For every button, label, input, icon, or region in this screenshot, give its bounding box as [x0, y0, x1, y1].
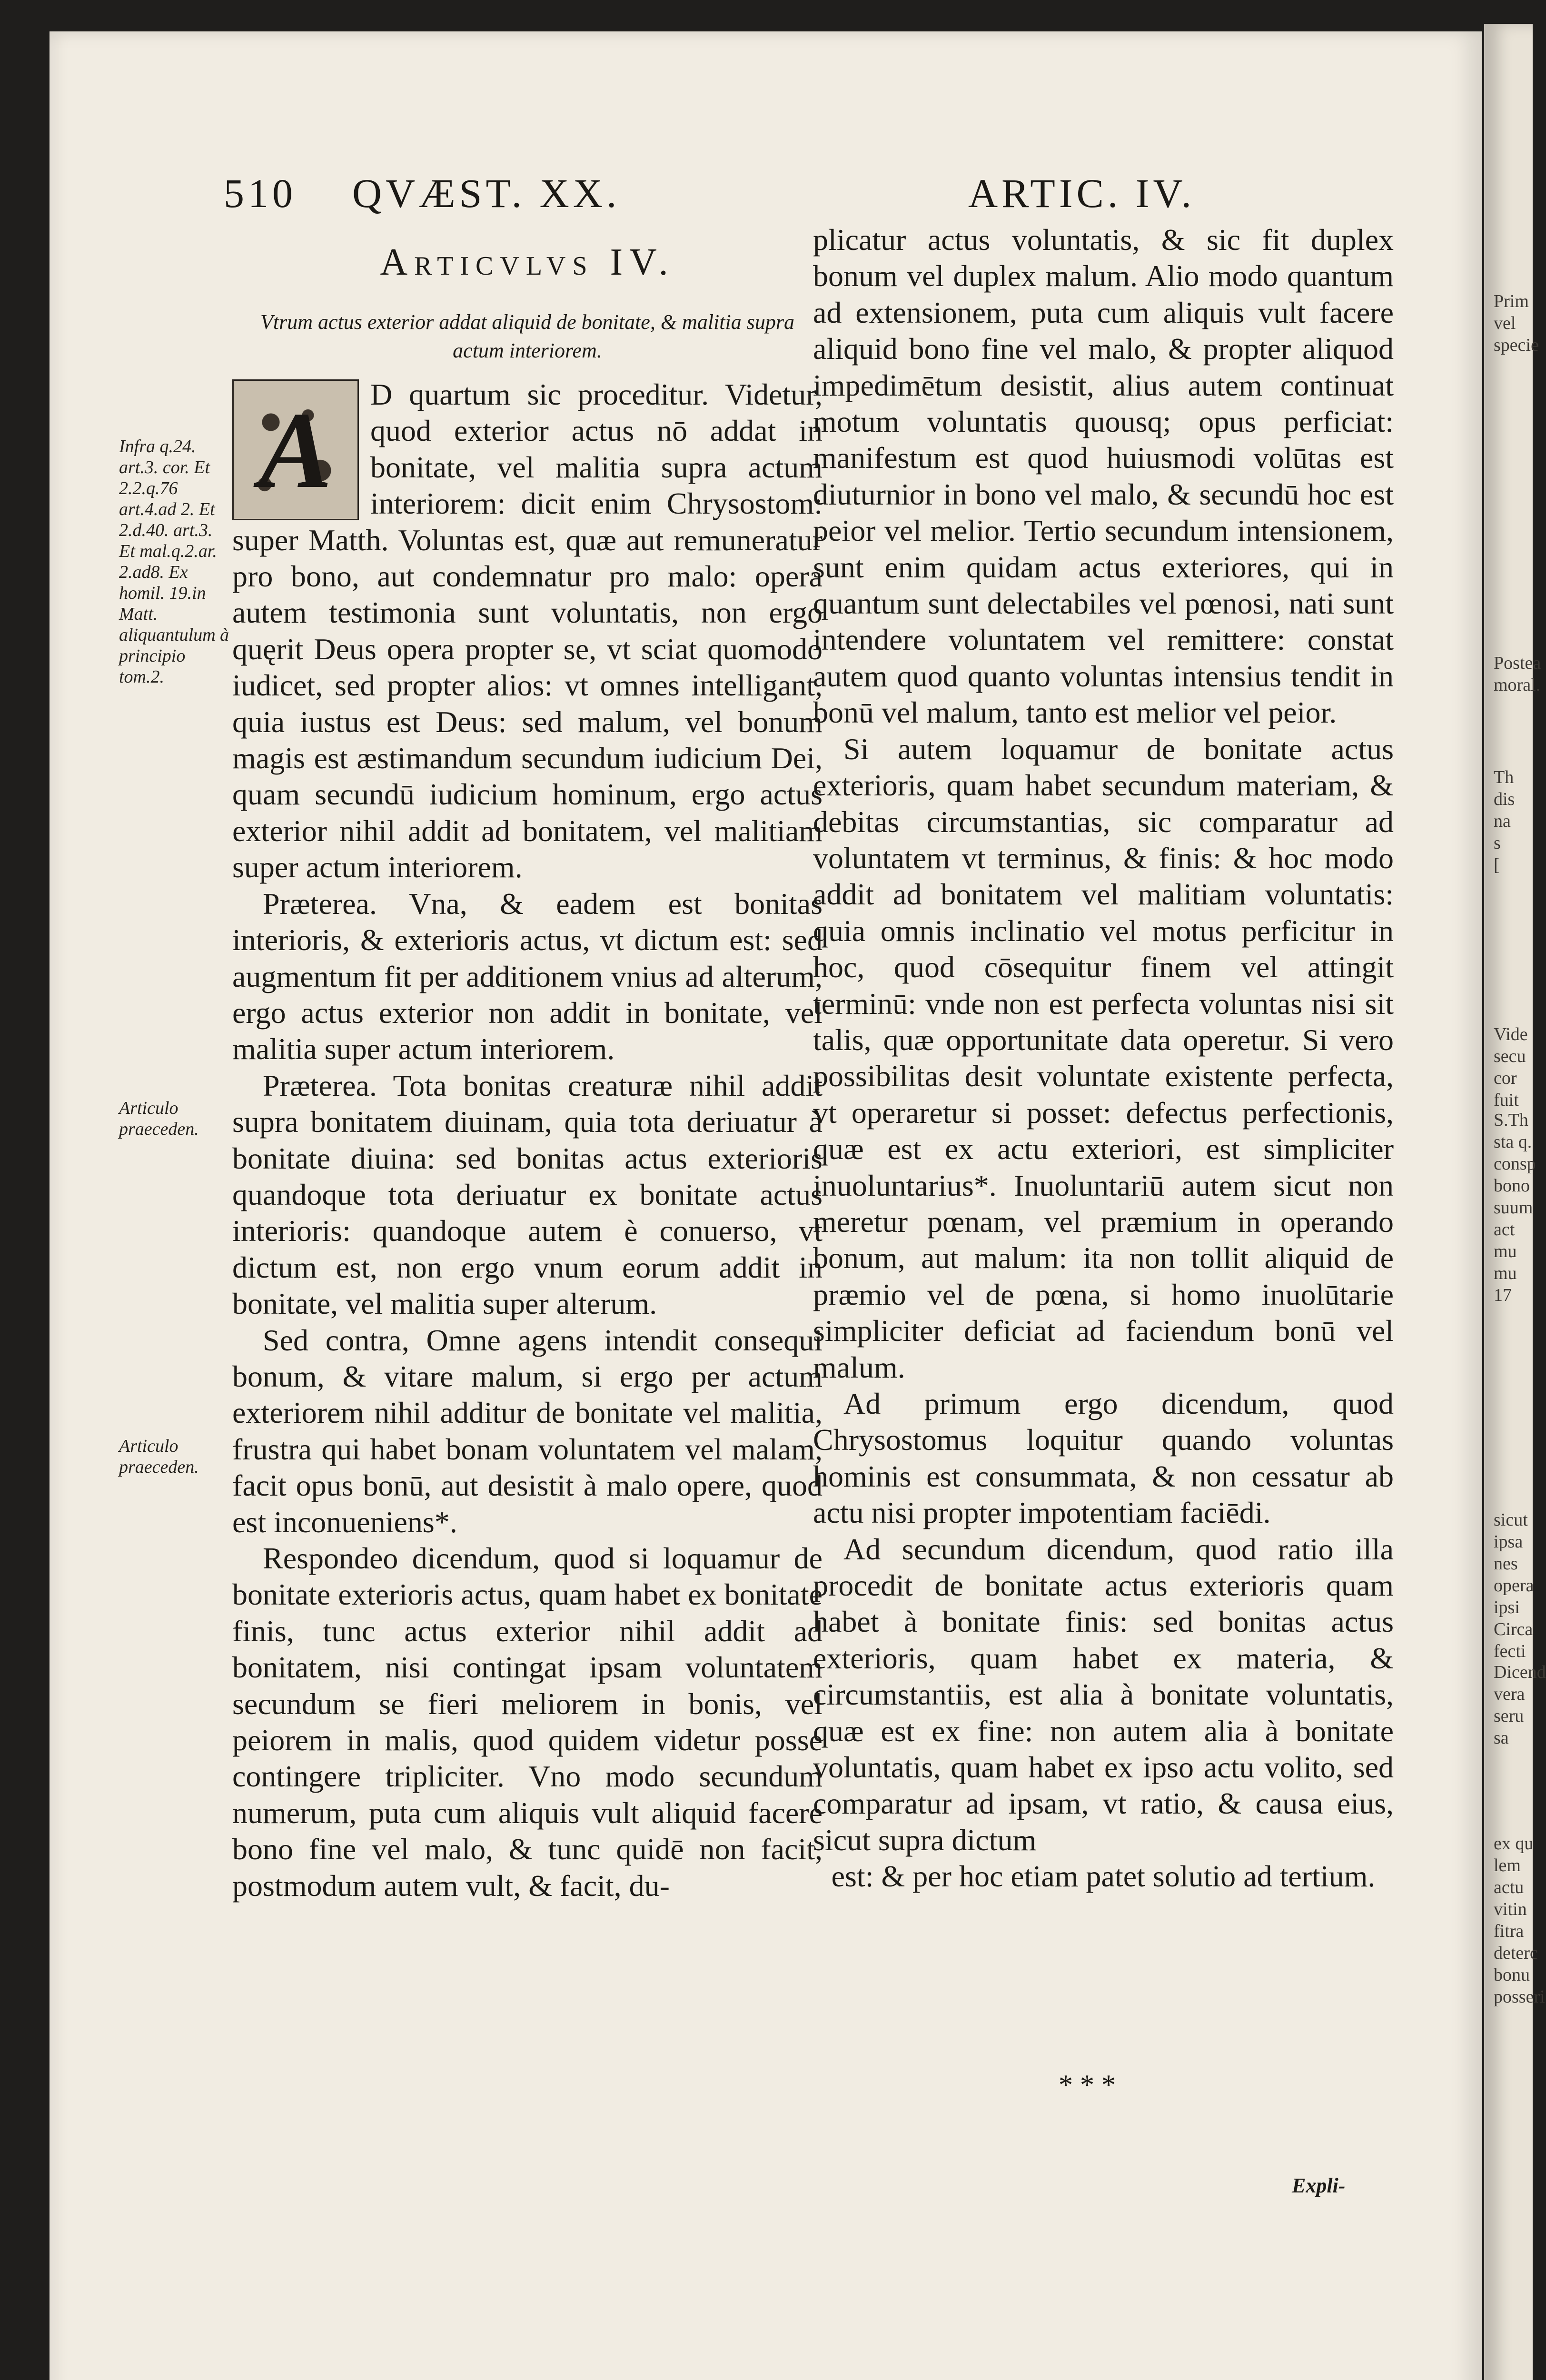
- facing-page-fragment: ex qu lem actu vitin fitra deterc bonu posseri: [1494, 1834, 1545, 2007]
- paragraph: Ad secundum dicendum, quod ratio illa procedit de bonitate actus exterioris quam habet à bonitate finis: sed bonitas actus exterioris, quam habet ex materia, & circumstantiis, est alia à bonitate voluntatis, quæ est ex fine: non autem alia à bonitate voluntatis, quam habet ex ipso actu volito, sed comparatur ad ipsam, vt ratio, & causa eius, sicut supra dictum: [813, 1532, 1394, 1857]
- paragraph: Respondeo dicendum, quod si loquamur de bonitate exterioris actus, quam habet ex bonitate finis, tunc actus exterior nihil addit ad bonitatem, nisi contingat ipsam voluntatem secundum se fieri meliorem in bonis, vel peiorem in malis, quod quidem videtur posse contingere tripliciter. Vno modo secundum numerum, puta cum aliquis vult aliquid facere bono fine vel malo, & tunc quidē non facit, postmodum autem vult, & facit, du-: [232, 1541, 823, 1903]
- ornament-asterisks: * * *: [1059, 2069, 1116, 2101]
- article-subtitle: Vtrum actus exterior addat aliquid de bonitate, & malitia supra actum interiorem.: [260, 310, 794, 362]
- facing-page-fragment: Dicend vera seru sa: [1494, 1662, 1546, 1748]
- decorated-initial: A: [232, 379, 359, 520]
- paragraph: Præterea. Tota bonitas creaturæ nihil addit supra bonitatem diuinam, quia tota deriuatur à bonitate diuina: sed bonitas actus exterioris quandoque tota deriuatur ex bonitate actus interioris: quandoque autem è conuerso, vt dictum est, non ergo vnum eorum addit in bonitate, vel malitia super alterum.: [232, 1068, 823, 1321]
- paragraph: Ad primum ergo dicendum, quod Chrysostomus loquitur quando voluntas hominis est consummata, & non cessatur ab actu nisi propter impotentiam faciēdi.: [813, 1387, 1394, 1530]
- facing-page-fragment: S.Th sta q. consp bono suum act mu mu 17: [1494, 1110, 1536, 1305]
- paragraph: Sed contra, Omne agens intendit consequi bonum, & vitare malum, si ergo per actum exteriorem nihil additur de bonitate vel malitia, frustra qui habet bonam voluntatem vel malam, facit opus bonū, aut desistit à malo opere, quod est inconueniens*.: [232, 1323, 823, 1539]
- header-left: QVÆST. XX.: [352, 170, 621, 216]
- paragraph: Præterea. Vna, & eadem est bonitas interioris, & exterioris actus, vt dictum est: sed augmentum fit per additionem vnius ad alterum, ergo actus exterior non addit in bonitate, vel malitia super actum interiorem.: [232, 886, 823, 1066]
- facing-page-edge: [1484, 24, 1546, 2380]
- left-column: [232, 241, 823, 1904]
- closing-paragraph: est: & per hoc etiam patet solutio ad tertium.: [831, 1859, 1376, 1894]
- facing-page-fragment: sicut ipsa nes opera ipsi Circa fecti: [1494, 1510, 1534, 1661]
- margin-note-article: Articulo praeceden.: [119, 1098, 199, 1139]
- right-column: [813, 222, 1394, 1895]
- facing-page-fragment: Vide secu cor fuit: [1494, 1024, 1528, 1110]
- paragraph: D quartum sic proceditur. Videtur, quod exterior actus nō addat in bonitate, vel malitia supra actum interiorem: dicit enim Chrysostom: super Matth. Voluntas est, quæ aut remuneratur pro bono, aut condemnatur pro malo: opera autem testimonia sunt voluntatis, non ergo quęrit Deus opera propter se, vt sciat quomodo iudicet, sed propter alios: vt omnes intelligant, quia iustus est Deus: sed malum, vel bonum magis est æstimandum secundum iudicium Dei, quam secundū iudicium hominum, ergo actus exterior nihil addit ad bonitatem, vel malitiam super actum interiorem.: [232, 377, 823, 884]
- facing-page-fragment: Postea moral.: [1494, 653, 1541, 695]
- catchword: Expli-: [1292, 2174, 1346, 2197]
- margin-note-references: Infra q.24. art.3. cor. Et 2.2.q.76 art.4.ad 2. Et 2.d.40. art.3. Et mal.q.2.ar. 2.ad8. Ex homil. 19.in Matt. aliquantulum à principio tom.2.: [119, 436, 229, 687]
- facing-page-fragment: Prim vel specie: [1494, 291, 1539, 355]
- facing-page-fragment: Th dis na s [: [1494, 767, 1515, 875]
- page-number: 510: [224, 170, 297, 216]
- header-right: ARTIC. IV.: [968, 170, 1195, 216]
- paragraph: plicatur actus voluntatis, & sic fit duplex bonum vel duplex malum. Alio modo quantum ad extensionem, puta cum aliquis vult facere aliquid bono fine vel malo, & propter aliquod impedimētum desistit, alius autem continuat motum voluntatis quousq; opus perficiat: manifestum est quod huiusmodi volūtas est diuturnior in bono vel malo, & secundū hoc est peior vel melior. Tertio secundum intensionem, sunt enim quidam actus exteriores, qui in quantum sunt delectabiles vel pœnosi, nati sunt intendere voluntatem vel remittere: constat autem quod quanto voluntas intensius tendit in bonū vel malum, tanto est melior vel peior.: [813, 223, 1394, 730]
- book-page: [50, 31, 1482, 2380]
- margin-note-article: Articulo praeceden.: [119, 1436, 199, 1477]
- paragraph: Si autem loquamur de bonitate actus exterioris, quam habet secundum materiam, & debitas circumstantias, sic comparatur ad voluntatem vt terminus, & finis: & hoc modo addit ad bonitatem vel malitiam voluntatis: quia omnis inclinatio vel motus perficitur in hoc, quod cōsequitur finem vel attingit terminū: vnde non est perfecta voluntas nisi sit talis, quæ opportunitate data operetur. Si vero possibilitas desit voluntate existente perfecta, vt operaretur si posset: defectus perfectionis, quæ est ex actu exteriori, est simpliciter inuoluntarius*. Inuoluntariū autem sicut non meretur pœnam, vel præmium in operando bonum, aut malum: ita non tollit aliquid de præmio vel de pœna, si homo inuolūtarie simpliciter deficiat ad faciendum bonū vel malum.: [813, 732, 1394, 1384]
- article-title: Articvlvs IV.: [380, 241, 675, 283]
